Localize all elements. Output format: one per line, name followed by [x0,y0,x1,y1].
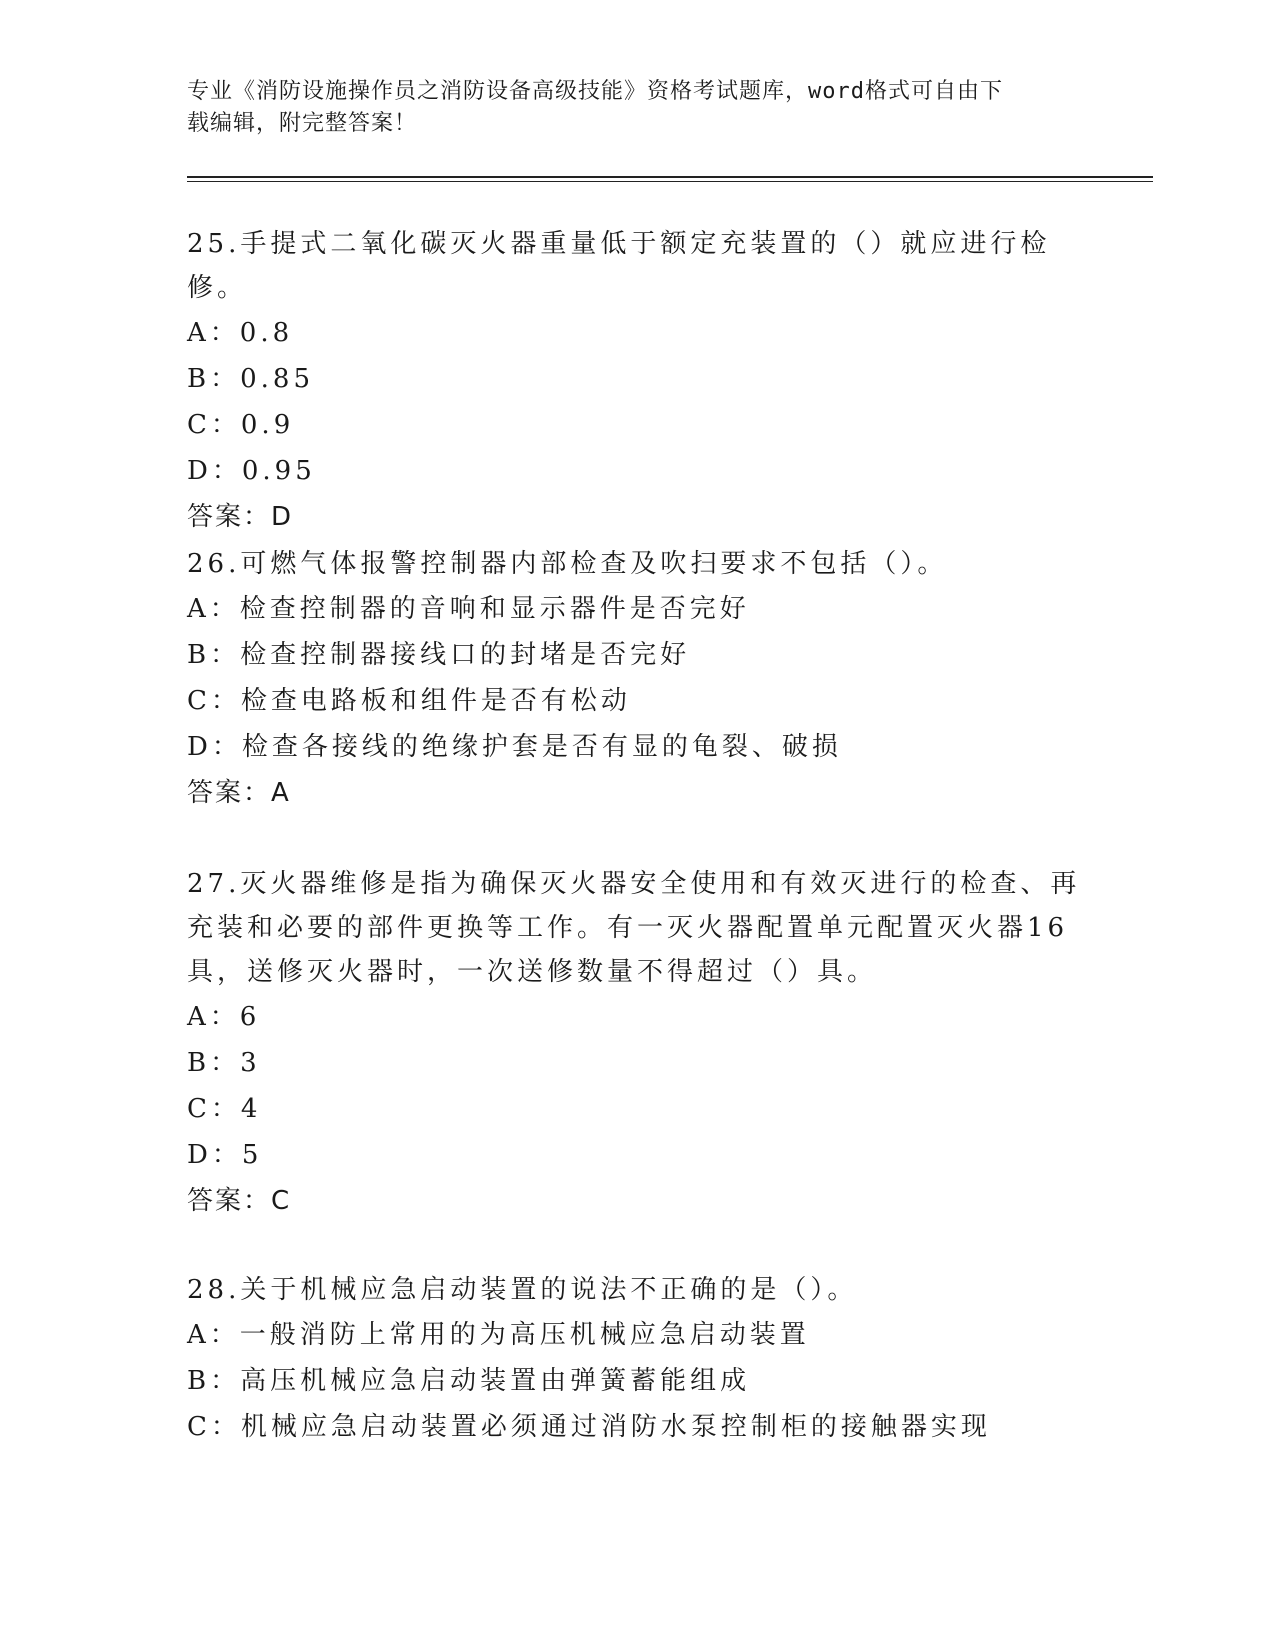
document-header [187,76,1067,140]
question-25 [187,222,1087,540]
header-line-1: 专业《消防设施操作员之消防设备高级技能》资格考试题库，word格式可自由下 [187,79,1003,104]
option-a: A：0.8 [187,318,294,348]
question-stem: 26.可燃气体报警控制器内部检查及吹扫要求不包括（）。 [187,549,948,579]
header-divider-thick [187,176,1153,178]
question-stem: 27.灭火器维修是指为确保灭火器安全使用和有效灭进行的检查、再充装和必要的部件更换等工作。有一灭火器配置单元配置灭火器16具，送修灭火器时，一次送修数量不得超过（）具。 [187,869,1081,987]
question-stem: 25.手提式二氧化碳灭火器重量低于额定充装置的（）就应进行检修。 [187,229,1051,303]
option-b: B：0.85 [187,364,314,394]
question-27 [187,862,1087,1224]
option-b: B：检查控制器接线口的封堵是否完好 [187,640,691,670]
header-divider-thin [187,181,1153,182]
option-a: A：一般消防上常用的为高压机械应急启动装置 [187,1320,810,1350]
question-26 [187,542,1087,816]
option-d: D：5 [187,1140,263,1170]
option-b: B：3 [187,1048,261,1078]
option-a: A：6 [187,1002,261,1032]
answer: 答案：A [187,778,291,808]
option-d: D：检查各接线的绝缘护套是否有显的龟裂、破损 [187,732,842,762]
option-b: B：高压机械应急启动装置由弹簧蓄能组成 [187,1366,751,1396]
option-c: C：4 [187,1094,262,1124]
option-a: A：检查控制器的音响和显示器件是否完好 [187,594,750,624]
question-stem: 28.关于机械应急启动装置的说法不正确的是（）。 [187,1275,858,1305]
answer: 答案：C [187,1186,292,1216]
option-c: C：检查电路板和组件是否有松动 [187,686,631,716]
header-line-2: 载编辑，附完整答案！ [187,111,418,136]
question-28 [187,1268,1087,1450]
answer: 答案：D [187,502,294,532]
option-d: D：0.95 [187,456,316,486]
option-c: C：机械应急启动装置必须通过消防水泵控制柜的接触器实现 [187,1412,991,1442]
option-c: C：0.9 [187,410,295,440]
